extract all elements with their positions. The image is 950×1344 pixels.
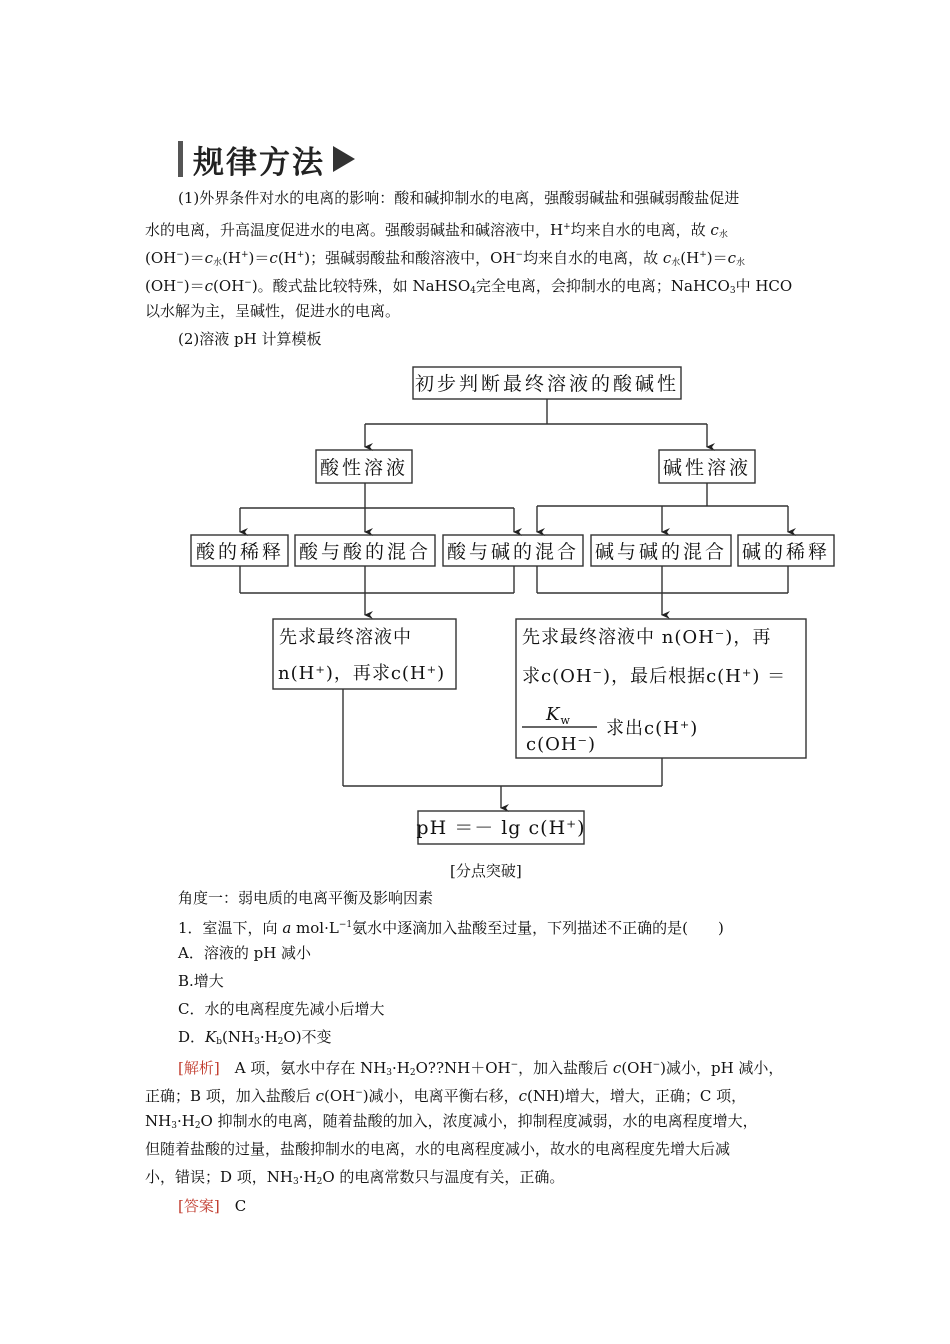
option-a: A．溶液的 pH 减小 — [178, 944, 312, 962]
section-label: [分点突破] — [450, 862, 522, 880]
flow-right-line1: 先求最终溶液中 n(OH⁻)，再 — [522, 627, 772, 648]
flow-kw-symbol: $K_w$ — [546, 704, 571, 727]
para1-line4: (OH−)＝c(OH−)。酸式盐比较特殊，如 NaHSO$_4$完全电离，会抑制水的电离；NaHCO$_3$中 HCO — [145, 277, 793, 296]
para1-line1: (1)外界条件对水的电离的影响：酸和碱抑制水的电离，强酸弱碱盐和强碱弱酸盐促进 — [178, 189, 740, 207]
option-b: B.增大 — [178, 972, 224, 990]
para1-line5: 以水解为主，呈碱性，促进水的电离。 — [145, 302, 401, 320]
flow-acid-text: 酸性溶液 — [319, 457, 409, 479]
flow-final-text: pH ＝－ lg c(H⁺) — [416, 817, 586, 839]
para1-line2: 水的电离，升高温度促进水的电离。强酸弱碱盐和碱溶液中，H+均来自水的电离，故 $c_水$ — [145, 221, 728, 240]
analysis-line4: 但随着盐酸的过量，盐酸抑制水的电离，水的电离程度减小，故水的电离程度先增大后减 — [145, 1140, 731, 1158]
flow-left-line1: 先求最终溶液中 — [279, 627, 412, 648]
flow-top-text: 初步判断最终溶液的酸碱性 — [414, 373, 680, 395]
flow-b2-text: 酸与酸的混合 — [298, 541, 432, 563]
answer-line — [178, 1196, 246, 1216]
flow-right-tail: 求出c(H⁺) — [606, 718, 699, 739]
answer-tag: [答案] — [178, 1197, 220, 1215]
analysis-tag: [解析] — [178, 1059, 220, 1077]
flow-left-line2: n(H⁺)，再求c(H⁺) — [278, 663, 446, 684]
analysis-line1: [解析] A 项，氨水中存在 $NH_3\cdot H_2O??NH+OH^-$，加入盐酸后 c(OH−)减小，pH 减小， — [178, 1059, 784, 1078]
option-c: C．水的电离程度先减小后增大 — [178, 1000, 385, 1018]
analysis-line2: 正确；B 项，加入盐酸后 c(OH−)减小，电离平衡右移，c(NH)增大，增大，正确；C 项， — [145, 1087, 747, 1105]
option-d: D．$K_b(NH_3\cdot H_2O)$不变 — [178, 1028, 332, 1047]
flow-base-text: 碱性溶液 — [662, 457, 752, 479]
angle-title: 角度一：弱电质的电离平衡及影响因素 — [178, 889, 434, 907]
flow-b4-text: 碱与碱的混合 — [594, 541, 728, 563]
question-stem: 1．室温下，向 a $mol\cdot L^{-1}$氨水中逐滴加入盐酸至过量，下列描述不正确的是( ) — [178, 919, 724, 937]
answer-value: C — [234, 1197, 247, 1215]
flow-right-line2: 求c(OH⁻)，最后根据c(H⁺) ＝ — [522, 666, 787, 687]
para1-line3: $(OH^-)=c_水(H^+)=c(H^+)$；强碱弱酸盐和酸溶液中，OH−均来自水的电离，故 $c_水(H^+)=c_水$ — [145, 249, 746, 268]
analysis-line3: $NH_3\cdot H_2O$ 抑制水的电离，随着盐酸的加入，浓度减小，抑制程度减弱，水的电离程度增大， — [145, 1112, 758, 1131]
flow-b3-text: 酸与碱的混合 — [446, 541, 580, 563]
para1-line6: (2)溶液 pH 计算模板 — [178, 330, 322, 348]
heading-title: 规律方法 — [193, 144, 325, 181]
analysis-line5: 小，错误；D 项，$NH_3\cdot H_2O$ 的电离常数只与温度有关，正确。 — [145, 1168, 565, 1187]
flow-b1-text: 酸的稀释 — [195, 541, 285, 563]
flow-denominator: c(OH⁻) — [526, 734, 597, 755]
flow-b5-text: 碱的稀释 — [741, 541, 831, 563]
